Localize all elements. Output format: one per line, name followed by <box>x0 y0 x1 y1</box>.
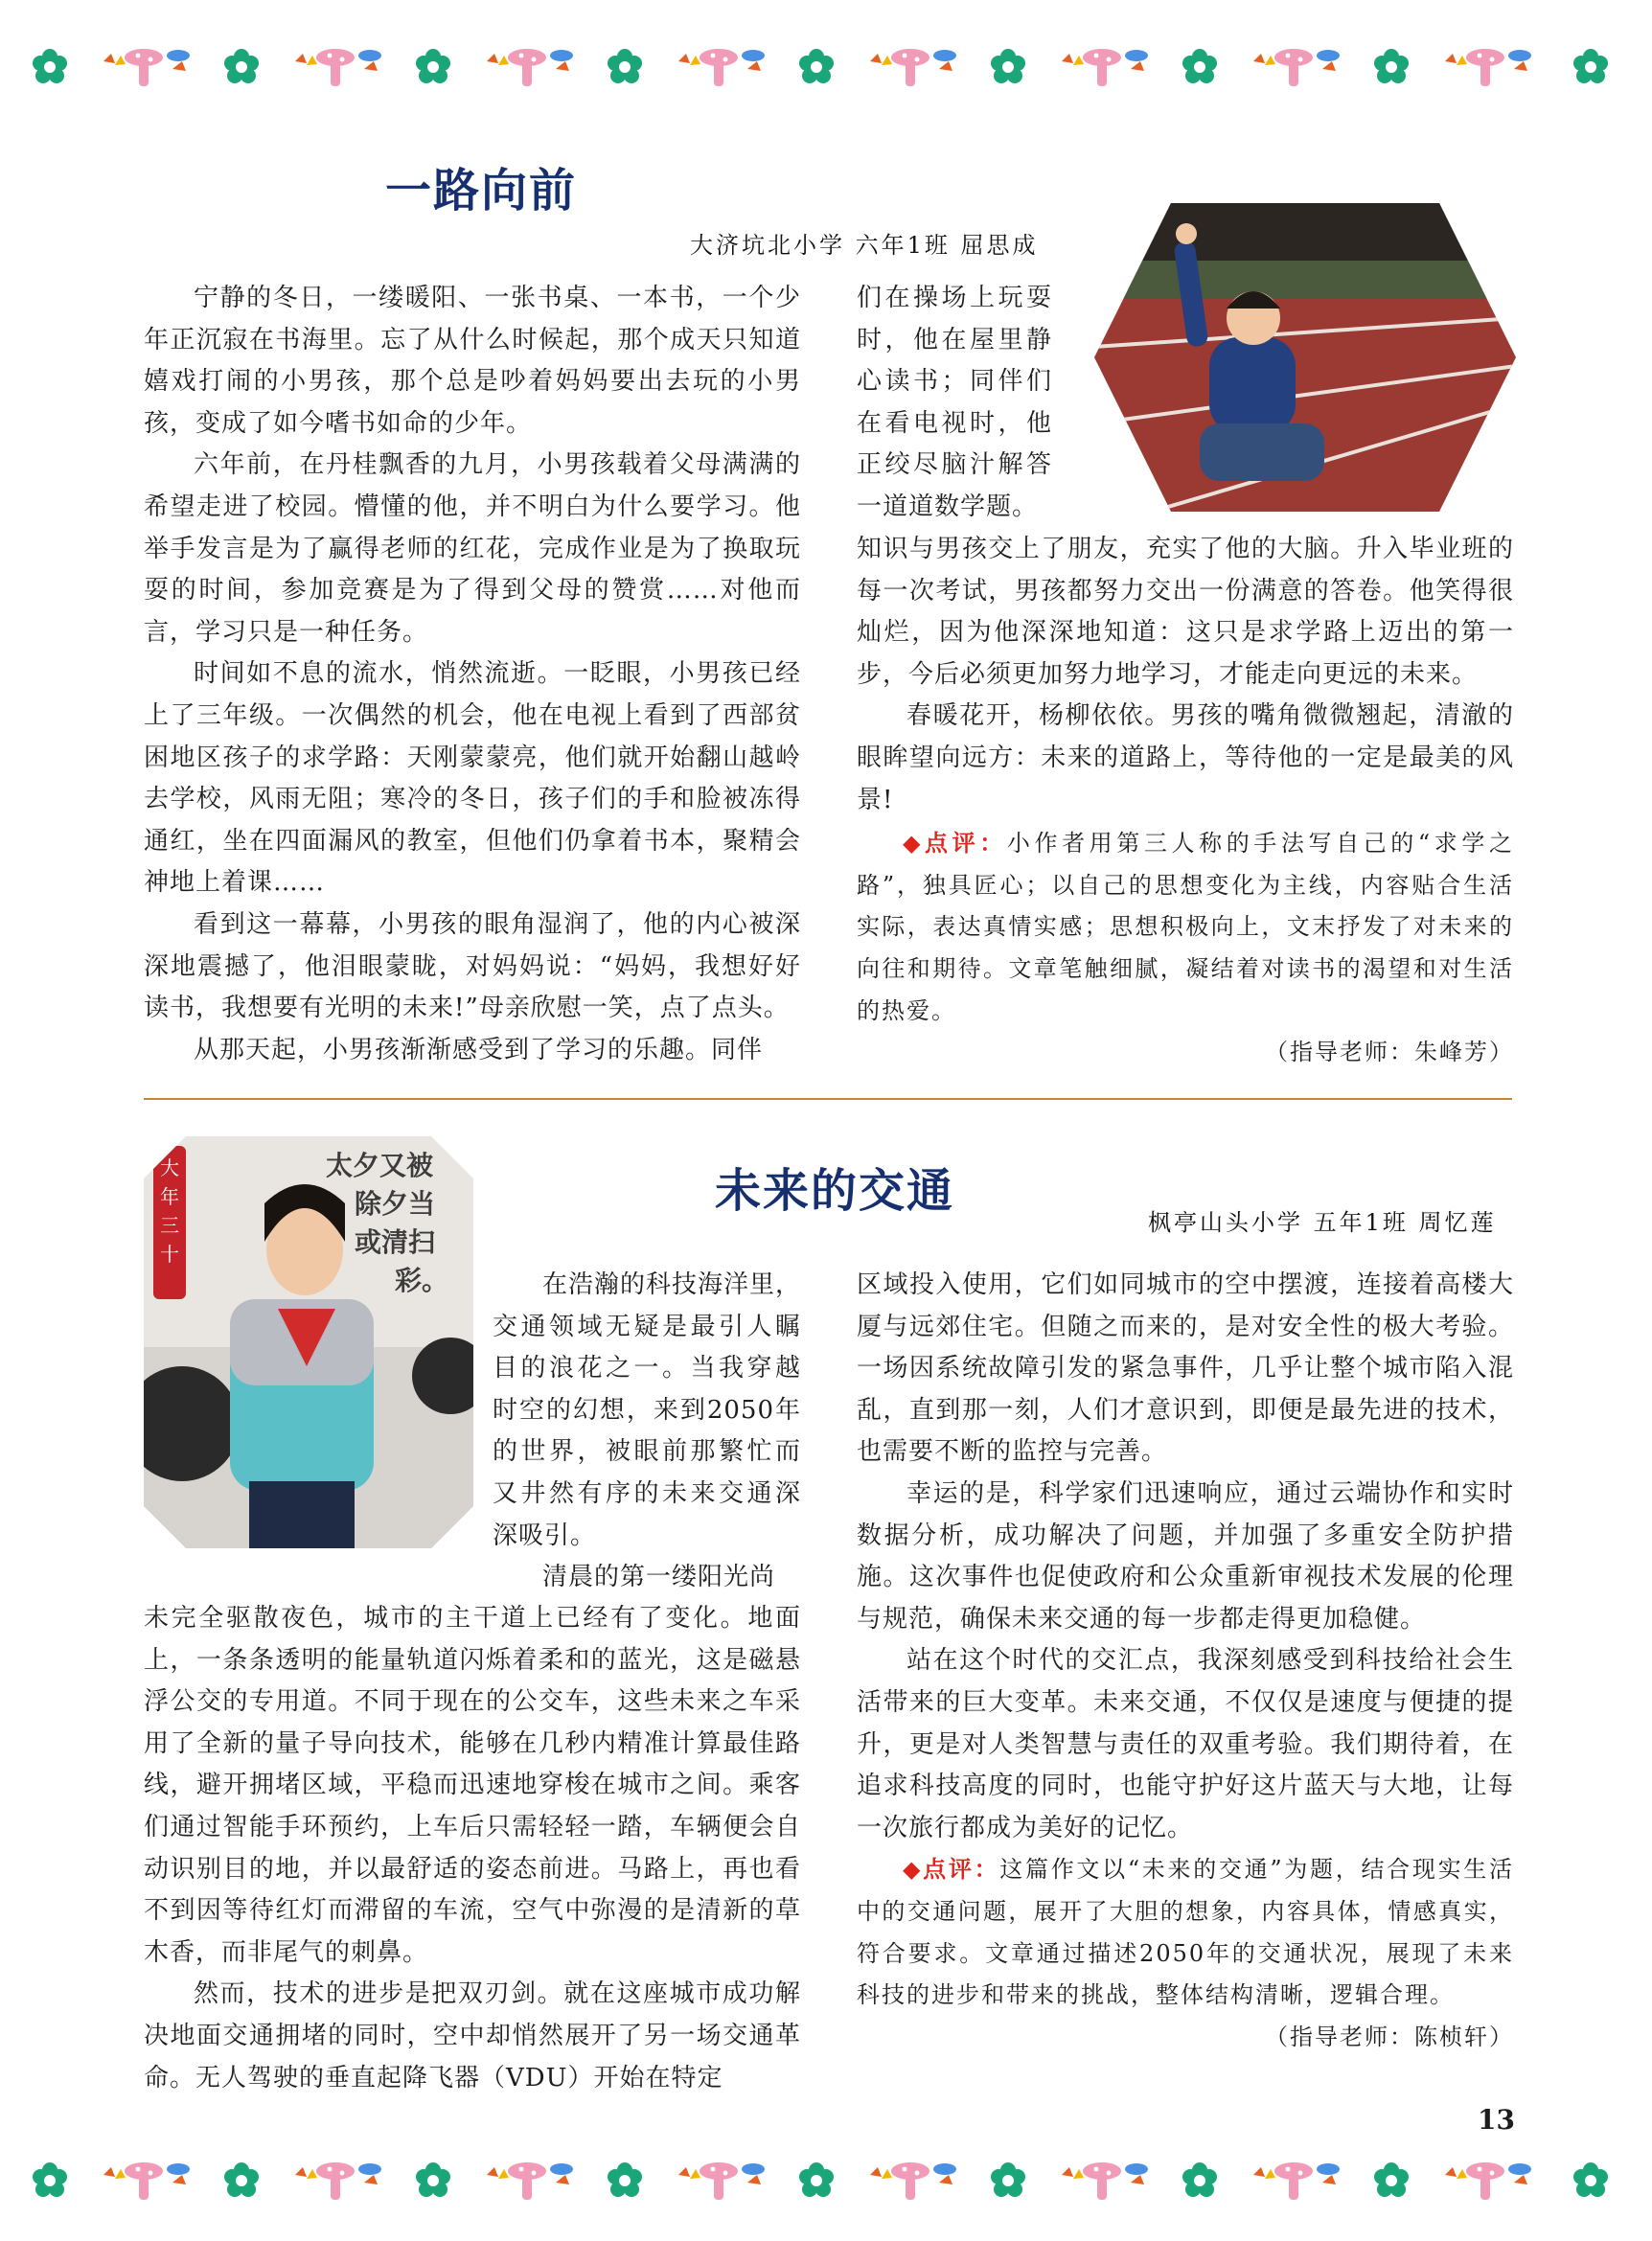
article2-photo <box>144 1136 473 1548</box>
article2-paragraph: 然而，技术的进步是把双刃剑。就在这座城市成功解决地面交通拥堵的同时，空中却悄然展开了另一场交通革命。无人驾驶的垂直起降飞器（VDU）开始在特定 <box>144 1979 801 2092</box>
photo-wall-text: 太夕又被 <box>326 1150 434 1181</box>
photo-sign-char: 年 <box>160 1185 179 1208</box>
bottom-decorative-border <box>0 2146 1652 2213</box>
article1-paragraph: 时间如不息的流水，悄然流逝。一眨眼，小男孩已经上了三年级。一次偶然的机会，他在电视上看到了西部贫困地区孩子的求学路：天刚蒙蒙亮，他们就开始翻山越岭去学校，风雨无阻；寒冷的冬日，孩子们的手和脸被冻得通红，坐在四面漏风的教室，但他们仍拿着书本，聚精会神地上着课…… <box>144 659 801 898</box>
article2-paragraph: 区域投入使用，它们如同城市的空中摆渡，连接着高楼大厦与远郊住宅。但随之而来的，是对安全性的极大考验。一场因系统故障引发的紧急事件，几乎让整个城市陷入混乱，直到那一刻，人们才意识到，即便是最先进的技术，也需要不断的监控与完善。 <box>857 1270 1514 1467</box>
article2-left-narrow <box>493 1265 801 1599</box>
article2-narrow-text: 在浩瀚的科技海洋里，交通领域无疑是最引人瞩目的浪花之一。当我穿越时空的幻想，来到2050年的世界，被眼前那繁忙而又井然有序的未来交通深深吸引。 <box>493 1270 802 1550</box>
article1-paragraph: 知识与男孩交上了朋友，充实了他的大脑。升入毕业班的每一次考试，男孩都努力交出一份满意的答卷。他笑得很灿烂，因为他深深地知道：这只是求学路上迈出的第一步，今后必须更加努力地学习，才能走向更远的未来。 <box>857 535 1514 689</box>
page-number: 13 <box>1478 2104 1515 2136</box>
article2-teacher: （指导老师：陈桢轩） <box>1265 2023 1514 2050</box>
article1-paragraph: 从那天起，小男孩渐渐感受到了学习的乐趣。同伴 <box>194 1035 764 1064</box>
comment-text: 这篇作文以“未来的交通”为题，结合现实生活中的交通问题，展开了大胆的想象，内容具体，情感真实，符合要求。文章通过描述2050年的交通状况，展现了未来科技的进步和带来的挑战，整体结构清晰，逻辑合理。 <box>857 1856 1514 2009</box>
article2-left-column <box>144 1598 801 2099</box>
article1-right-narrow <box>857 278 1052 529</box>
article2-paragraph: 未完全驱散夜色，城市的主干道上已经有了变化。地面上，一条条透明的能量轨道闪烁着柔和的蓝光，这是磁悬浮公交的专用道。不同于现在的公交车，这些未来之车采用了全新的量子导向技术，能够在几秒内精准计算最佳路线，避开拥堵区域，平稳而迅速地穿梭在城市之间。乘客们通过智能手环预约，上车后只需轻轻一踏，车辆便会自动识别目的地，并以最舒适的姿态前进。马路上，再也看不到因等待红灯而滞留的车流，空气中弥漫的是清新的草木香，而非尾气的刺鼻。 <box>144 1604 801 1967</box>
comment-marker: ◆点评： <box>903 1856 1000 1884</box>
photo-wall-text: 彩。 <box>395 1265 449 1296</box>
article1-paragraph: 六年前，在丹桂飘香的九月，小男孩载着父母满满的希望走进了校园。懵懂的他，并不明白为什么要学习。他举手发言是为了赢得老师的红花，完成作业是为了换取玩耍的时间，参加竞赛是为了得到父母的赞赏……对他而言，学习只是一种任务。 <box>144 450 801 647</box>
article1-photo <box>1094 203 1516 512</box>
article1-paragraph: 看到这一幕幕，小男孩的眼角湿润了，他的内心被深深地震撼了，他泪眼蒙眬，对妈妈说：“妈妈，我想好好读书，我想要有光明的未来!”母亲欣慰一笑，点了点头。 <box>144 909 801 1023</box>
article2-narrow-text: 清晨的第一缕阳光尚 <box>542 1563 776 1592</box>
comment-text: 小作者用第三人称的手法写自己的“求学之路”，独具匠心；以自己的思想变化为主线，内容贴合生活实际，表达真情实感；思想积极向上，文末抒发了对未来的向往和期待。文章笔触细腻，凝结着对读书的渴望和对生活的热爱。 <box>857 830 1514 1024</box>
article2-right-column <box>857 1265 1514 2058</box>
article1-narrow-text: 们在操场上玩耍时，他在屋里静心读书；同伴们在看电视时，他正绞尽脑汁解答一道道数学题。 <box>857 284 1052 521</box>
article2-title: 未来的交通 <box>715 1164 955 1218</box>
photo-sign-char: 十 <box>160 1243 179 1266</box>
comment-marker: ◆点评： <box>903 830 1007 858</box>
article1-comment <box>857 823 1514 1032</box>
photo-sign-char: 三 <box>160 1214 179 1237</box>
photo-wall-text: 除夕当 <box>355 1188 436 1220</box>
article2-paragraph: 幸运的是，科学家们迅速响应，通过云端协作和实时数据分析，成功解决了问题，并加强了多重安全防护措施。这次事件也促使政府和公众重新审视技术发展的伦理与规范，确保未来交通的每一步都走得更加稳健。 <box>857 1478 1514 1634</box>
article1-byline: 大济坑北小学 六年1班 屈思成 <box>690 232 1039 259</box>
article2-comment <box>857 1849 1514 2016</box>
top-decorative-border <box>0 29 1652 96</box>
section-divider <box>144 1098 1512 1100</box>
article1-paragraph: 宁静的冬日，一缕暖阳、一张书桌、一本书，一个少年正沉寂在书海里。忘了从什么时候起，那个成天只知道嬉戏打闹的小男孩，那个总是吵着妈妈要出去玩的小男孩，变成了如今嗜书如命的少年。 <box>144 284 801 438</box>
article2-byline: 枫亭山头小学 五年1班 周忆莲 <box>1148 1209 1497 1236</box>
article2-paragraph: 站在这个时代的交汇点，我深刻感受到科技给社会生活带来的巨大变革。未来交通，不仅仅是速度与便捷的提升，更是对人类智慧与责任的双重考验。我们期待着，在追求科技高度的同时，也能守护好这片蓝天与大地，让每一次旅行都成为美好的记忆。 <box>857 1646 1514 1842</box>
photo-wall-text: 或清扫 <box>355 1226 436 1258</box>
article1-teacher: （指导老师：朱峰芳） <box>1265 1039 1514 1066</box>
photo-sign-char: 大 <box>160 1156 179 1179</box>
article1-right-column <box>857 529 1514 1074</box>
article1-paragraph: 春暖花开，杨柳依依。男孩的嘴角微微翘起，清澈的眼眸望向远方：未来的道路上，等待他的一定是最美的风景! <box>857 701 1514 814</box>
article1-left-column <box>144 278 801 1071</box>
article1-title: 一路向前 <box>385 164 578 217</box>
